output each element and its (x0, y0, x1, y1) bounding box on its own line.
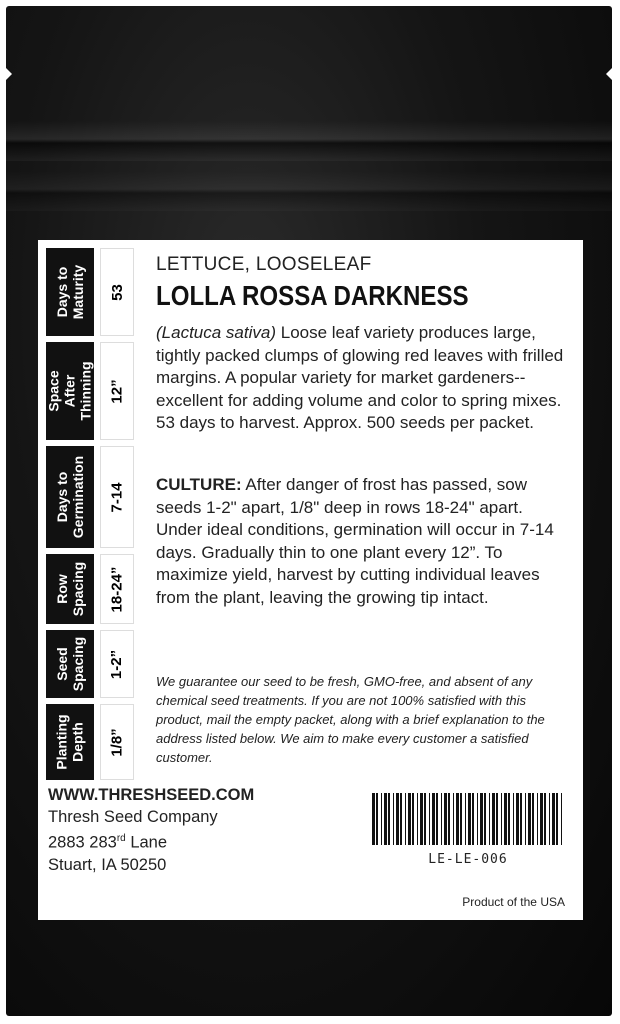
barcode-bar (561, 793, 562, 845)
spec-days-to-germination (46, 446, 134, 548)
origin-text: Product of the USA (462, 895, 565, 909)
spec-label: Days to Maturity (54, 264, 87, 320)
barcode-bar (420, 793, 423, 845)
sku-code: LE-LE-006 (428, 852, 508, 867)
spec-label: Seed Spacing (54, 636, 87, 692)
barcode-bar (516, 793, 519, 845)
barcode-bar (472, 793, 474, 845)
barcode-bar (424, 793, 426, 845)
product-name: LOLLA ROSSA DARKNESS (156, 280, 469, 311)
barcode-bar (396, 793, 399, 845)
barcode-bar (525, 793, 526, 845)
barcode-bar (480, 793, 483, 845)
spec-value: 7-14 (108, 481, 126, 513)
barcode-bar (417, 793, 418, 845)
company-address (48, 784, 254, 876)
barcode-bar (384, 793, 387, 845)
barcode-bar (412, 793, 414, 845)
product-category: LETTUCE, LOOSELEAF (156, 254, 372, 275)
spec-label: Days to Germination (54, 455, 87, 539)
barcode-bar (388, 793, 390, 845)
spec-seed-spacing (46, 630, 134, 698)
barcode-bar (556, 793, 558, 845)
culture-label: CULTURE: (156, 475, 242, 494)
spec-value: 12” (108, 378, 126, 404)
spec-value: 1-2” (108, 649, 126, 679)
barcode-bar (520, 793, 522, 845)
spec-days-to-maturity (46, 248, 134, 336)
barcode-bar (441, 793, 442, 845)
company-name: Thresh Seed Company (48, 808, 218, 826)
barcode-bar (508, 793, 510, 845)
barcode-bar (528, 793, 531, 845)
barcode-bar (513, 793, 514, 845)
barcode-image (370, 793, 566, 845)
spec-value: 53 (108, 283, 126, 301)
spec-row-spacing (46, 554, 134, 624)
company-city: Stuart, IA 50250 (48, 855, 167, 874)
company-street: 2883 283rd Lane (48, 833, 168, 852)
barcode-bar (465, 793, 466, 845)
description-text: Loose leaf variety produces large, tightly packed clumps of glowing red leaves with frilled margins. A popular variety for market gardeners-- excellent for adding volume and color to spring mixes. 53 days to harvest. Approx. 500 seeds per packet. (156, 323, 564, 432)
spec-label: Space After Thinning (46, 361, 94, 421)
tear-notch-left (6, 68, 12, 80)
barcode-bar (460, 793, 462, 845)
barcode-bar (477, 793, 478, 845)
barcode-bar (492, 793, 495, 845)
barcode-bar (532, 793, 534, 845)
barcode-bar (552, 793, 555, 845)
barcode-bar (408, 793, 411, 845)
tear-notch-right (606, 68, 612, 80)
barcode-bar (544, 793, 546, 845)
latin-name: (Lactuca sativa) (156, 323, 276, 342)
barcode-bar (537, 793, 538, 845)
barcode-bar (376, 793, 378, 845)
culture-instructions (156, 474, 571, 609)
barcode-bar (444, 793, 447, 845)
barcode-bar (501, 793, 502, 845)
guarantee-text: We guarantee our seed to be fresh, GMO-free, and absent of any chemical seed treatments. If you are not 100% satisfied with this product, mail the empty packet, along with a brief explanation to the address listed below. We aim to make every customer a satisfied customer. (156, 674, 545, 765)
barcode-bar (484, 793, 486, 845)
culture-text: After danger of frost has passed, sow seeds 1-2" apart, 1/8" deep in rows 18-24" apart. Under ideal conditions, germination will occur in 7-14 days. Gradually thin to one plant every 12”. To maximize yield, harvest by cutting individual leaves from the plant, leaving the growing tip intact. (156, 475, 554, 607)
packet-seal-strip (6, 121, 612, 161)
barcode-bar (405, 793, 406, 845)
barcode-bar (372, 793, 375, 845)
barcode-bar (496, 793, 498, 845)
barcode-bar (381, 793, 382, 845)
barcode-bar (429, 793, 430, 845)
barcode-bar (453, 793, 454, 845)
company-website[interactable]: WWW.THRESHSEED.COM (48, 786, 255, 804)
packet-zip-strip (6, 171, 612, 211)
barcode-bar (504, 793, 507, 845)
barcode-bar (489, 793, 490, 845)
barcode-bar (456, 793, 459, 845)
spec-value: 1/8” (108, 727, 126, 757)
spec-value: 18-24” (108, 566, 126, 612)
spec-space-after-thinning (46, 342, 134, 440)
spec-planting-depth (46, 704, 134, 780)
spec-label: Planting Depth (54, 714, 87, 770)
barcode-bar (448, 793, 450, 845)
barcode-bar (549, 793, 550, 845)
packet-label (38, 240, 583, 920)
barcode-bar (432, 793, 435, 845)
barcode-bar (540, 793, 543, 845)
barcode-bar (393, 793, 394, 845)
barcode-bar (468, 793, 471, 845)
barcode-bar (400, 793, 402, 845)
product-description (156, 322, 566, 435)
spec-label: Row Spacing (54, 561, 87, 617)
barcode-bar (436, 793, 438, 845)
